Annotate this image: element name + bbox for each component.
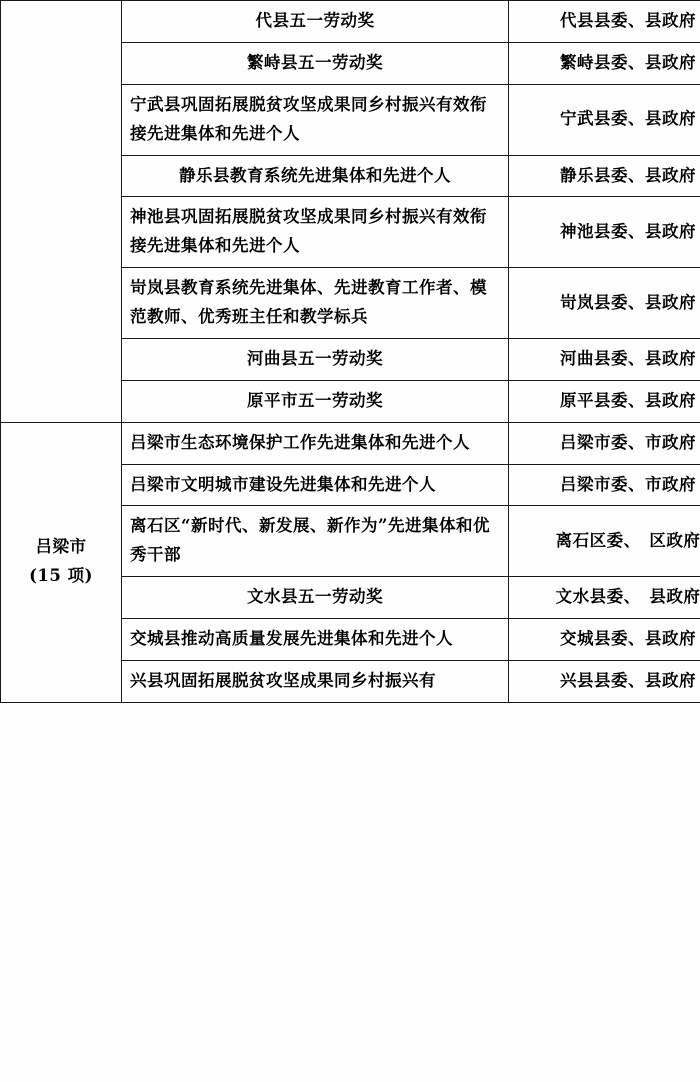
award-unit: 繁峙县委、县政府 xyxy=(509,42,700,84)
table-row xyxy=(1,422,700,464)
award-unit: 文水县委、 县政府 xyxy=(509,577,700,619)
award-item: 交城县推动高质量发展先进集体和先进个人 xyxy=(122,619,509,661)
award-item: 文水县五一劳动奖 xyxy=(122,577,509,619)
award-unit: 原平县委、县政府 xyxy=(509,380,700,422)
table-row xyxy=(1,1,700,43)
award-unit: 交城县委、县政府 xyxy=(509,619,700,661)
award-unit: 离石区委、 区政府 xyxy=(509,506,700,577)
region-label-cell-1 xyxy=(1,422,122,702)
award-item: 神池县巩固拓展脱贫攻坚成果同乡村振兴有效衔接先进集体和先进个人 xyxy=(122,197,509,268)
award-item: 静乐县教育系统先进集体和先进个人 xyxy=(122,155,509,197)
award-item: 原平市五一劳动奖 xyxy=(122,380,509,422)
award-unit: 兴县县委、县政府 xyxy=(509,660,700,702)
award-unit: 神池县委、县政府 xyxy=(509,197,700,268)
award-item: 代县五一劳动奖 xyxy=(122,1,509,43)
award-item: 繁峙县五一劳动奖 xyxy=(122,42,509,84)
award-item: 吕梁市文明城市建设先进集体和先进个人 xyxy=(122,464,509,506)
award-item: 岢岚县教育系统先进集体、先进教育工作者、模范教师、优秀班主任和教学标兵 xyxy=(122,268,509,339)
region-name: 吕梁市 xyxy=(35,537,87,557)
award-item: 兴县巩固拓展脱贫攻坚成果同乡村振兴有 xyxy=(122,660,509,702)
award-item: 吕梁市生态环境保护工作先进集体和先进个人 xyxy=(122,422,509,464)
award-unit: 吕梁市委、市政府 xyxy=(509,422,700,464)
award-unit: 宁武县委、县政府 xyxy=(509,84,700,155)
award-item: 离石区“新时代、新发展、新作为”先进集体和优秀干部 xyxy=(122,506,509,577)
award-unit: 河曲县委、县政府 xyxy=(509,338,700,380)
award-item: 宁武县巩固拓展脱贫攻坚成果同乡村振兴有效衔接先进集体和先进个人 xyxy=(122,84,509,155)
award-unit: 吕梁市委、市政府 xyxy=(509,464,700,506)
table-body xyxy=(1,1,700,703)
award-unit: 静乐县委、县政府 xyxy=(509,155,700,197)
region-label-cell-0 xyxy=(1,1,122,423)
award-unit: 岢岚县委、县政府 xyxy=(509,268,700,339)
award-item: 河曲县五一劳动奖 xyxy=(122,338,509,380)
award-unit: 代县县委、县政府 xyxy=(509,1,700,43)
region-count: (15 项) xyxy=(29,566,93,586)
